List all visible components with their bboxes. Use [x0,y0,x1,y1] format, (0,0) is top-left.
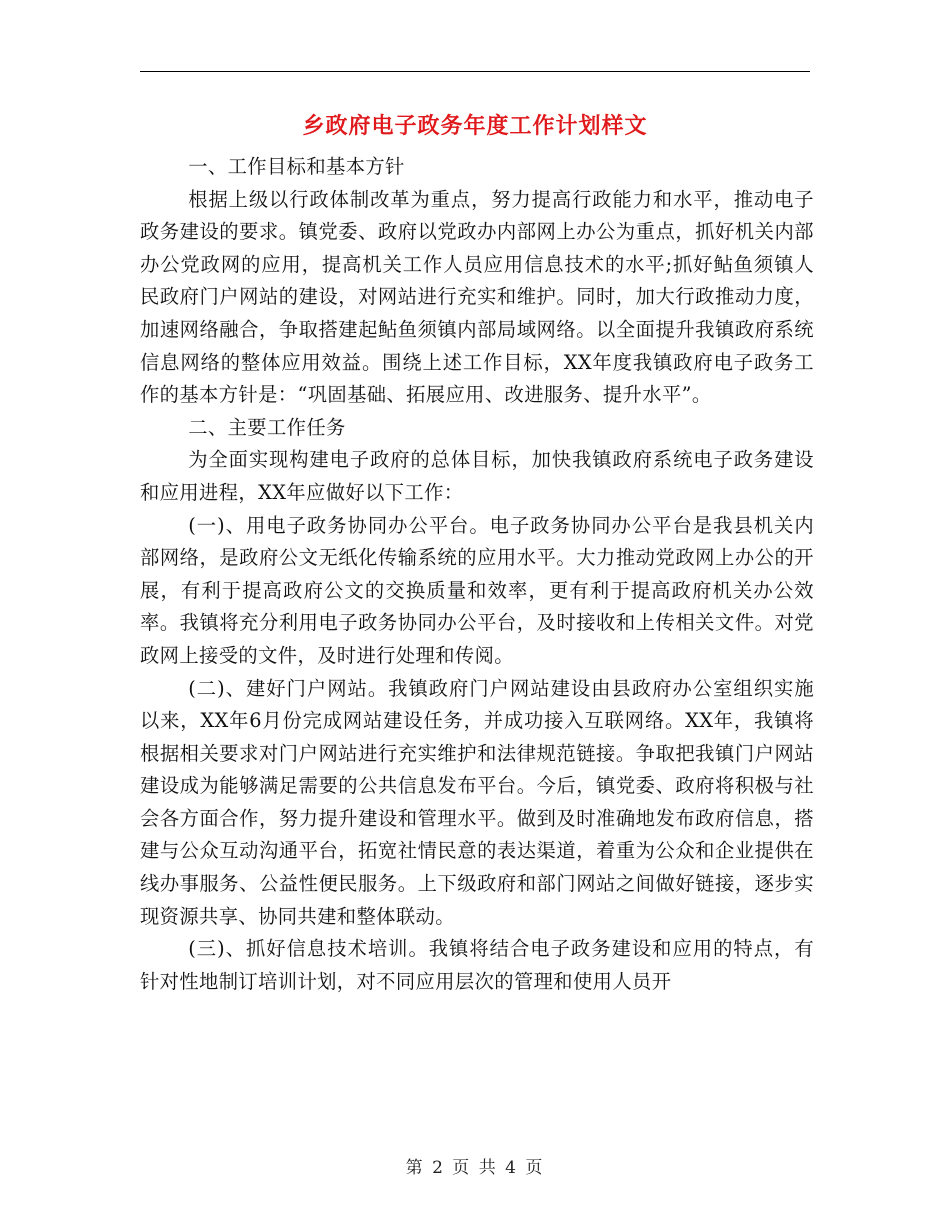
document-body [140,151,814,998]
body-paragraph-3: (一)、用电子政务协同办公平台。电子政务协同办公平台是我县机关内部网络，是政府公文无纸化传输系统的应用水平。大力推动党政网上办公的开展，有利于提高政府公文的交换质量和效率，更有利于提高政府机关办公效率。我镇将充分利用电子政务协同办公平台，及时接收和上传相关文件。对党政网上接受的文件，及时进行处理和传阅。 [140,513,814,667]
body-paragraph-4: (二)、建好门户网站。我镇政府门户网站建设由县政府办公室组织实施以来，XX年6月份完成网站建设任务，并成功接入互联网络。XX年，我镇将根据相关要求对门户网站进行充实维护和法律规范链接。争取把我镇门户网站建设成为能够满足需要的公共信息发布平台。今后，镇党委、政府将积极与社会各方面合作，努力提升建设和管理水平。做到及时准确地发布政府信息，搭建与公众互动沟通平台，拓宽社情民意的表达渠道，着重为公众和企业提供在线办事服务、公益性便民服务。上下级政府和部门网站之间做好链接，逐步实现资源共享、协同共建和整体联动。 [140,676,814,928]
document-title: 乡政府电子政务年度工作计划样文 [302,113,648,139]
section-heading-1: 一、工作目标和基本方针 [188,155,405,178]
body-paragraph-5: (三)、抓好信息技术培训。我镇将结合电子政务建设和应用的特点，有针对性地制订培训计划，对不同应用层次的管理和使用人员开 [140,937,814,993]
body-paragraph-2: 为全面实现构建电子政府的总体目标，加快我镇政府系统电子政务建设和应用进程，XX年应做好以下工作： [140,448,814,504]
section-heading-2: 二、主要工作任务 [188,415,346,439]
page-number-footer: 第 2 页 共 4 页 [405,1158,545,1178]
header-rule [140,71,810,72]
body-paragraph-1: 根据上级以行政体制改革为重点，努力提高行政能力和水平，推动电子政务建设的要求。镇党委、政府以党政办内部网上办公为重点，抓好机关内部办公党政网的应用，提高机关工作人员应用信息技术的水平;抓好鲇鱼须镇人民政府门户网站的建设，对网站进行充实和维护。同时，加大行政推动力度，加速网络融合，争取搭建起鲇鱼须镇内部局域网络。以全面提升我镇政府系统信息网络的整体应用效益。围绕上述工作目标，XX年度我镇政府电子政务工作的基本方针是：“巩固基础、拓展应用、改进服务、提升水平”。 [140,187,814,407]
